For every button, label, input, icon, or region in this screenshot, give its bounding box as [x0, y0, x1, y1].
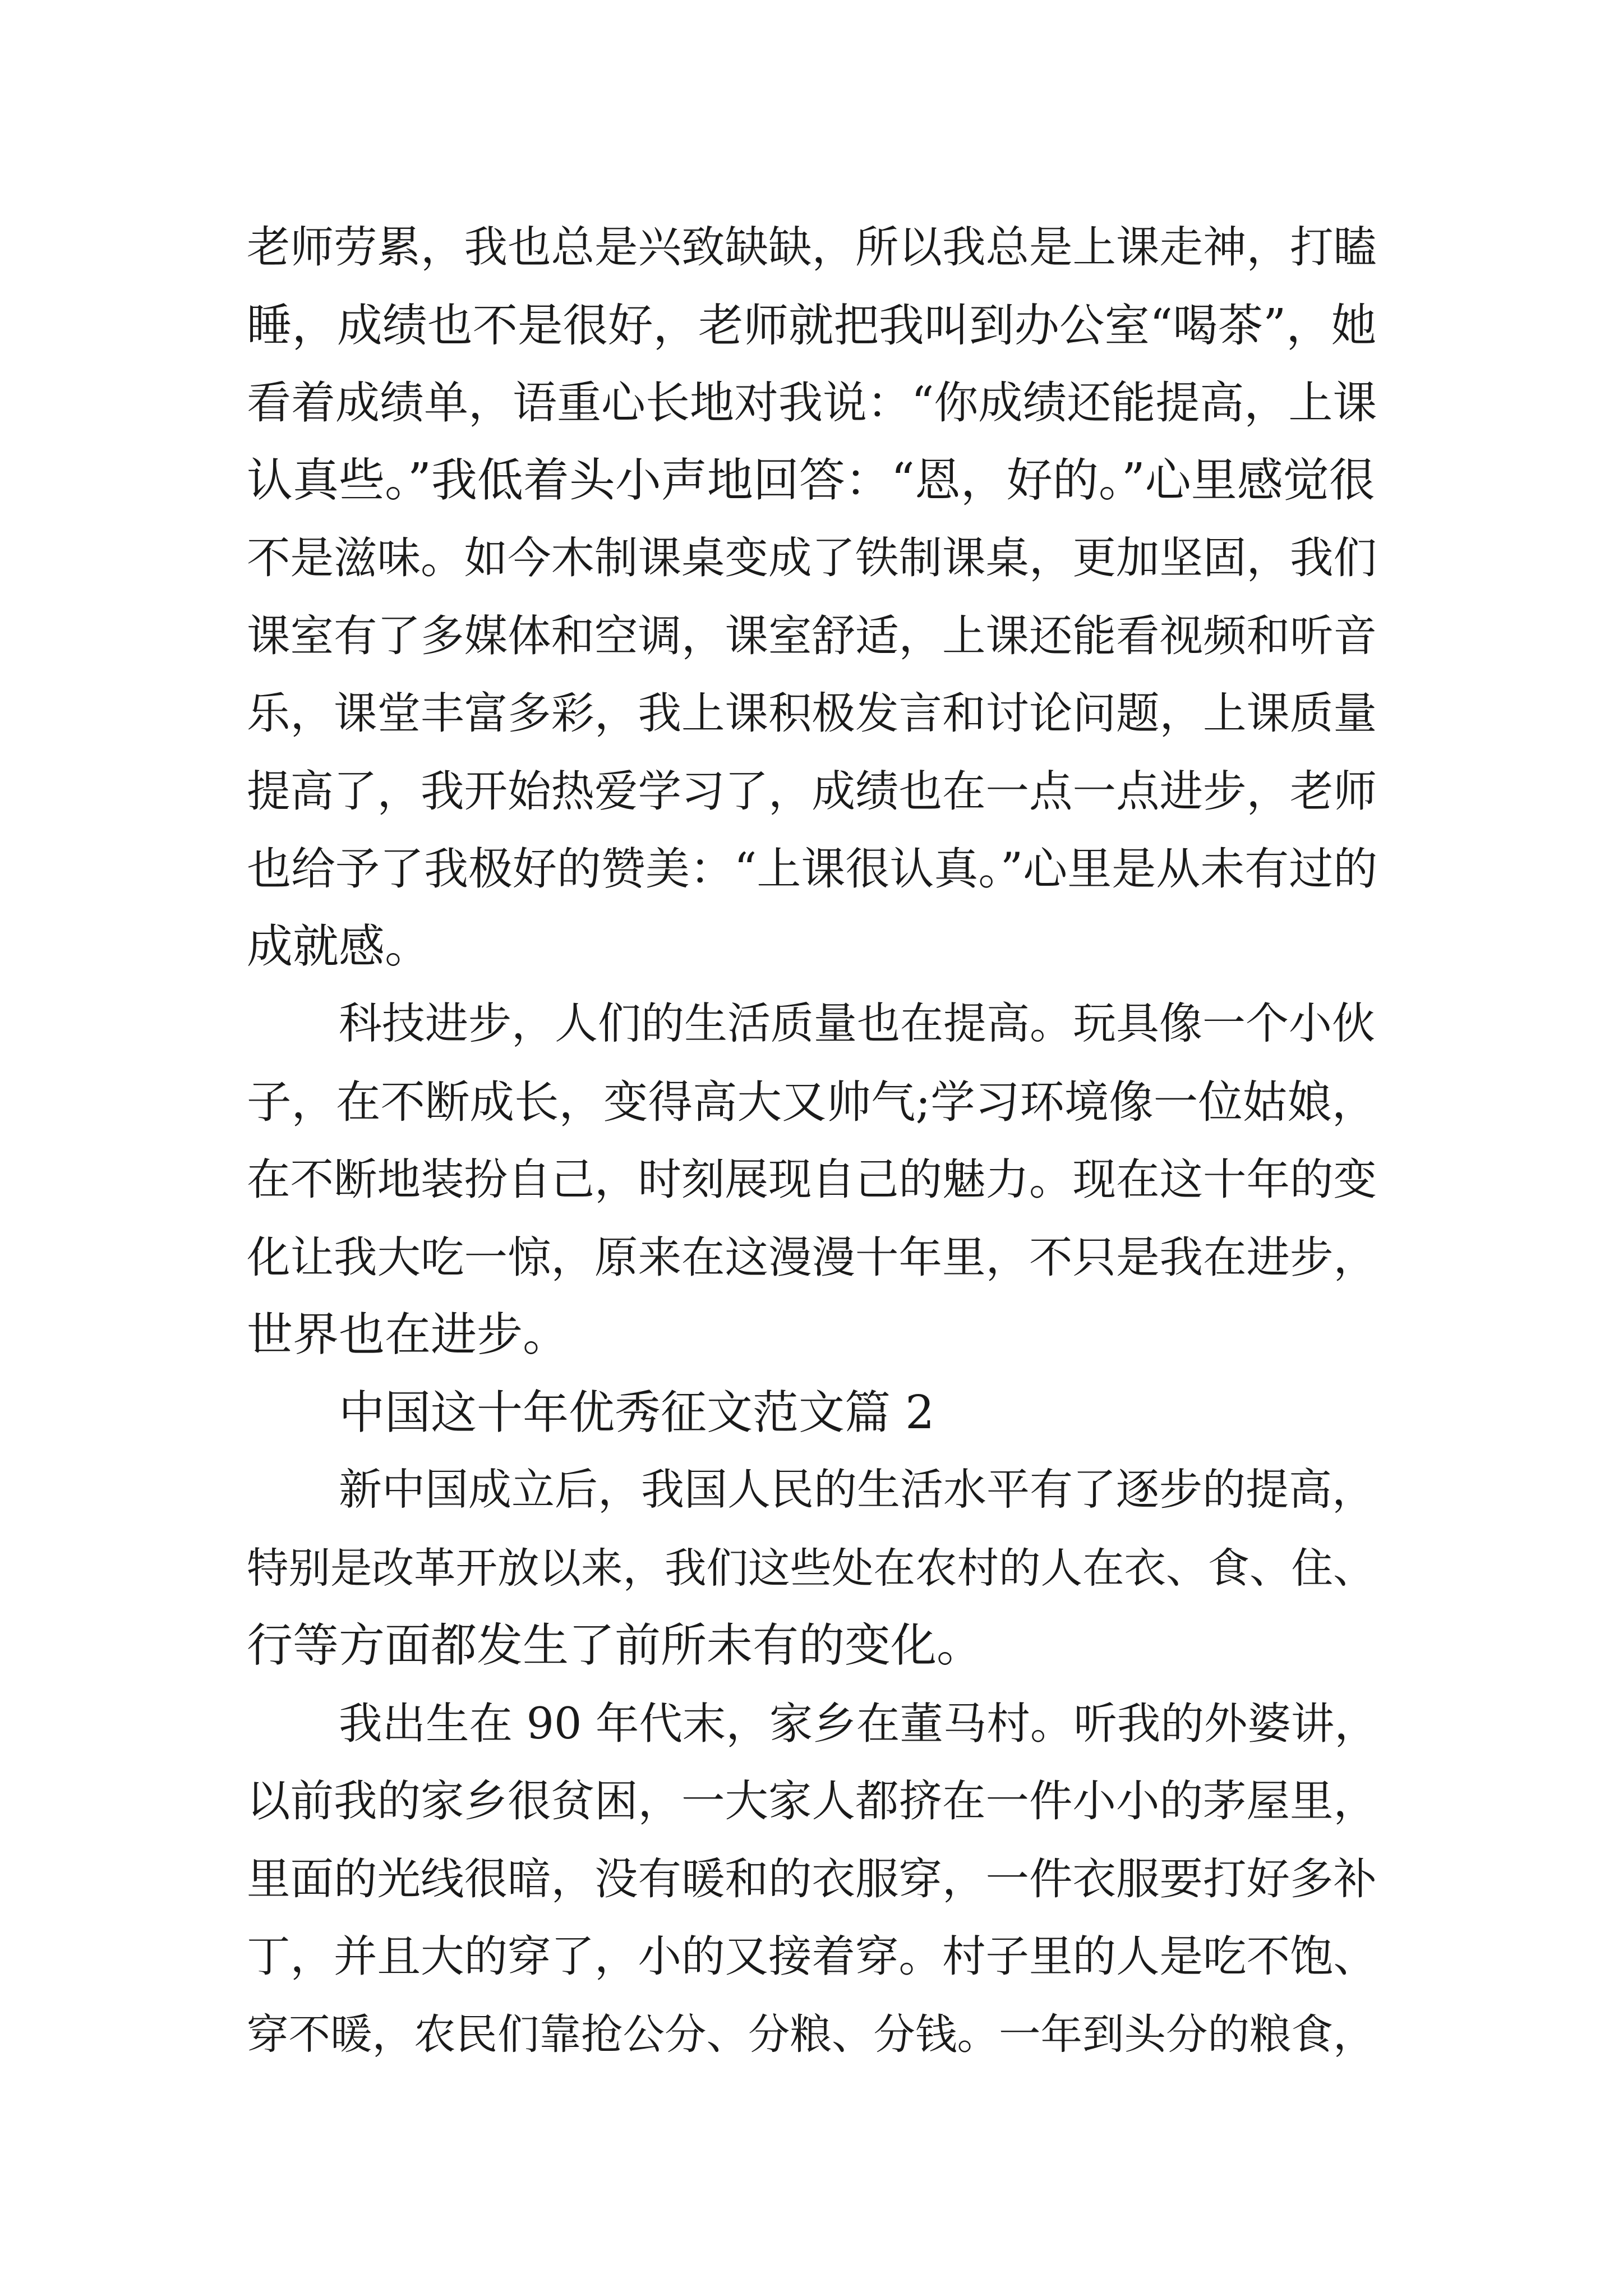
- text-line: 化让我大吃一惊，原来在这漫漫十年里，不只是我在进步，: [247, 1232, 1377, 1283]
- text-line: 提高了，我开始热爱学习了，成绩也在一点一点进步，老师: [247, 766, 1377, 817]
- text-line: 不是滋味。如今木制课桌变成了铁制课桌，更加坚固，我们: [247, 533, 1377, 583]
- text-line: 也给予了我极好的赞美：“上课很认真。”心里是从未有过的: [247, 843, 1378, 895]
- paragraph-start-line: 我出生在 90 年代末，家乡在董马村。听我的外婆讲，: [339, 1698, 1378, 1749]
- text-line: 以前我的家乡很贫困，一大家人都挤在一件小小的茅屋里，: [247, 1776, 1377, 1826]
- text-line: 课室有了多媒体和空调，课室舒适，上课还能看视频和听音: [247, 610, 1377, 661]
- text-line: 穿不暖，农民们靠抢公分、分粮、分钱。一年到头分的粮食，: [247, 2009, 1375, 2059]
- text-line: 里面的光线很暗，没有暖和的衣服穿，一件衣服要打好多补: [247, 1853, 1377, 1904]
- text-line: 世界也在进步。: [247, 1308, 569, 1361]
- text-line: 子，在不断成长，变得高大又帅气;学习环境像一位姑娘，: [247, 1075, 1377, 1128]
- paragraph-start-line: 新中国成立后，我国人民的生活水平有了逐步的提高，: [339, 1465, 1375, 1515]
- text-line: 乐，课堂丰富多彩，我上课积极发言和讨论问题，上课质量: [247, 688, 1377, 739]
- text-line: 看着成绩单，语重心长地对我说：“你成绩还能提高，上课: [247, 377, 1377, 429]
- text-line: 在不断地装扮自己，时刻展现自己的魅力。现在这十年的变: [247, 1154, 1377, 1205]
- text-line: 成就感。: [247, 919, 431, 973]
- text-line: 睡，成绩也不是很好，老师就把我叫到办公室“喝茶”，她: [247, 298, 1377, 352]
- section-heading: 中国这十年优秀征文范文篇 2: [339, 1386, 935, 1439]
- text-line: 老师劳累，我也总是兴致缺缺，所以我总是上课走神，打瞌: [247, 222, 1377, 273]
- document-body: [247, 209, 1380, 2073]
- text-line: 特别是改革开放以来，我们这些处在农村的人在衣、食、住、: [247, 1543, 1375, 1593]
- paragraph-start-line: 科技进步，人们的生活质量也在提高。玩具像一个小伙: [339, 999, 1375, 1049]
- text-line: 认真些。”我低着头小声地回答：“恩，好的。”心里感觉很: [247, 453, 1375, 507]
- text-line: 行等方面都发生了前所未有的变化。: [247, 1619, 983, 1672]
- text-line: 丁，并且大的穿了，小的又接着穿。村子里的人是吃不饱、: [247, 1931, 1377, 1982]
